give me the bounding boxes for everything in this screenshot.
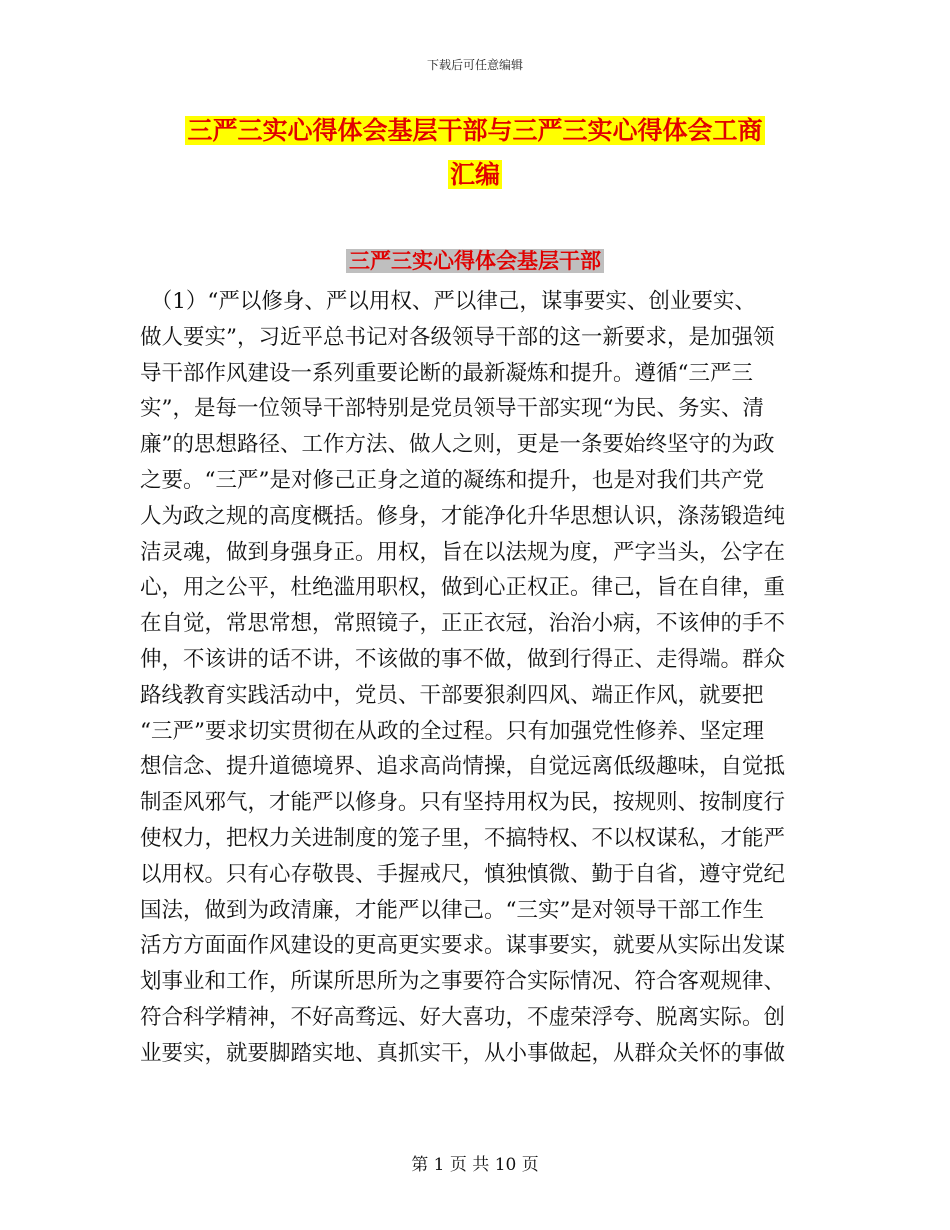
- document-title-line-2: [0, 156, 950, 194]
- section-heading: [0, 244, 950, 278]
- paragraph-line: 人为政之规的高度概括。修身，才能净化升华思想认识，涤荡锻造纯: [140, 503, 786, 529]
- paragraph-line: 做人要实”，习近平总书记对各级领导干部的这一新要求，是加强领: [140, 324, 775, 350]
- header-note: 下载后可任意编辑: [426, 58, 523, 72]
- page-footer: 第 1 页 共 10 页: [411, 1155, 539, 1175]
- paragraph-line: 业要实，就要脚踏实地、真抓实干，从小事做起，从群众关怀的事做: [140, 1040, 786, 1066]
- paragraph-line: 伸，不该讲的话不讲，不该做的事不做，做到行得正、走得端。群众: [140, 646, 786, 672]
- paragraph-line: （1）“严以修身、严以用权、严以律己，谋事要实、创业要实、: [140, 289, 756, 314]
- paragraph-line: 使权力，把权力关进制度的笼子里，不搞特权、不以权谋私，才能严: [140, 825, 786, 851]
- paragraph-line: “三严”要求切实贯彻在从政的全过程。只有加强党性修养、坚定理: [140, 718, 764, 744]
- paragraph-line: 在自觉，常思常想，常照镜子，正正衣冠，治治小病，不该伸的手不: [140, 611, 786, 637]
- document-title-line-1: [0, 112, 950, 150]
- paragraph-line: 廉”的思想路径、工作方法、做人之则，更是一条要始终坚守的为政: [140, 432, 775, 458]
- paragraph-line: 想信念、提升道德境界、追求高尚情操，自觉远离低级趣味，自觉抵: [140, 754, 786, 780]
- paragraph-line: 导干部作风建设一系列重要论断的最新凝炼和提升。遵循“三严三: [140, 360, 753, 386]
- paragraph-line: 制歪风邪气，才能严以修身。只有坚持用权为民，按规则、按制度行: [140, 790, 786, 816]
- body-paragraph: [140, 284, 820, 1072]
- paragraph-line: 国法，做到为政清廉，才能严以律己。“三实”是对领导干部工作生: [140, 897, 764, 923]
- paragraph-line: 活方方面面作风建设的更高更实要求。谋事要实，就要从实际出发谋: [140, 933, 786, 959]
- paragraph-line: 实”，是每一位领导干部特别是党员领导干部实现“为民、务实、清: [140, 396, 764, 422]
- title-highlight-2: 汇编: [449, 160, 500, 189]
- paragraph-line: 路线教育实践活动中，党员、干部要狠刹四风、端正作风，就要把: [140, 682, 764, 708]
- paragraph-line: 之要。“三严”是对修己正身之道的凝练和提升，也是对我们共产党: [140, 467, 764, 493]
- paragraph-line: 划事业和工作，所谋所思所为之事要符合实际情况、符合客观规律、: [140, 969, 786, 995]
- paragraph-line: 洁灵魂，做到身强身正。用权，旨在以法规为度，严字当头，公字在: [140, 539, 786, 565]
- paragraph-line: 符合科学精神，不好高骛远、好大喜功，不虚荣浮夸、脱离实际。创: [140, 1004, 786, 1030]
- section-heading-highlight: 三严三实心得体会基层干部: [346, 249, 604, 273]
- title-highlight-1: 三严三实心得体会基层干部与三严三实心得体会工商: [187, 116, 763, 145]
- paragraph-line: 以用权。只有心存敬畏、手握戒尺，慎独慎微、勤于自省，遵守党纪: [140, 861, 786, 887]
- paragraph-line: 心，用之公平，杜绝滥用职权，做到心正权正。律己，旨在自律，重: [140, 575, 786, 601]
